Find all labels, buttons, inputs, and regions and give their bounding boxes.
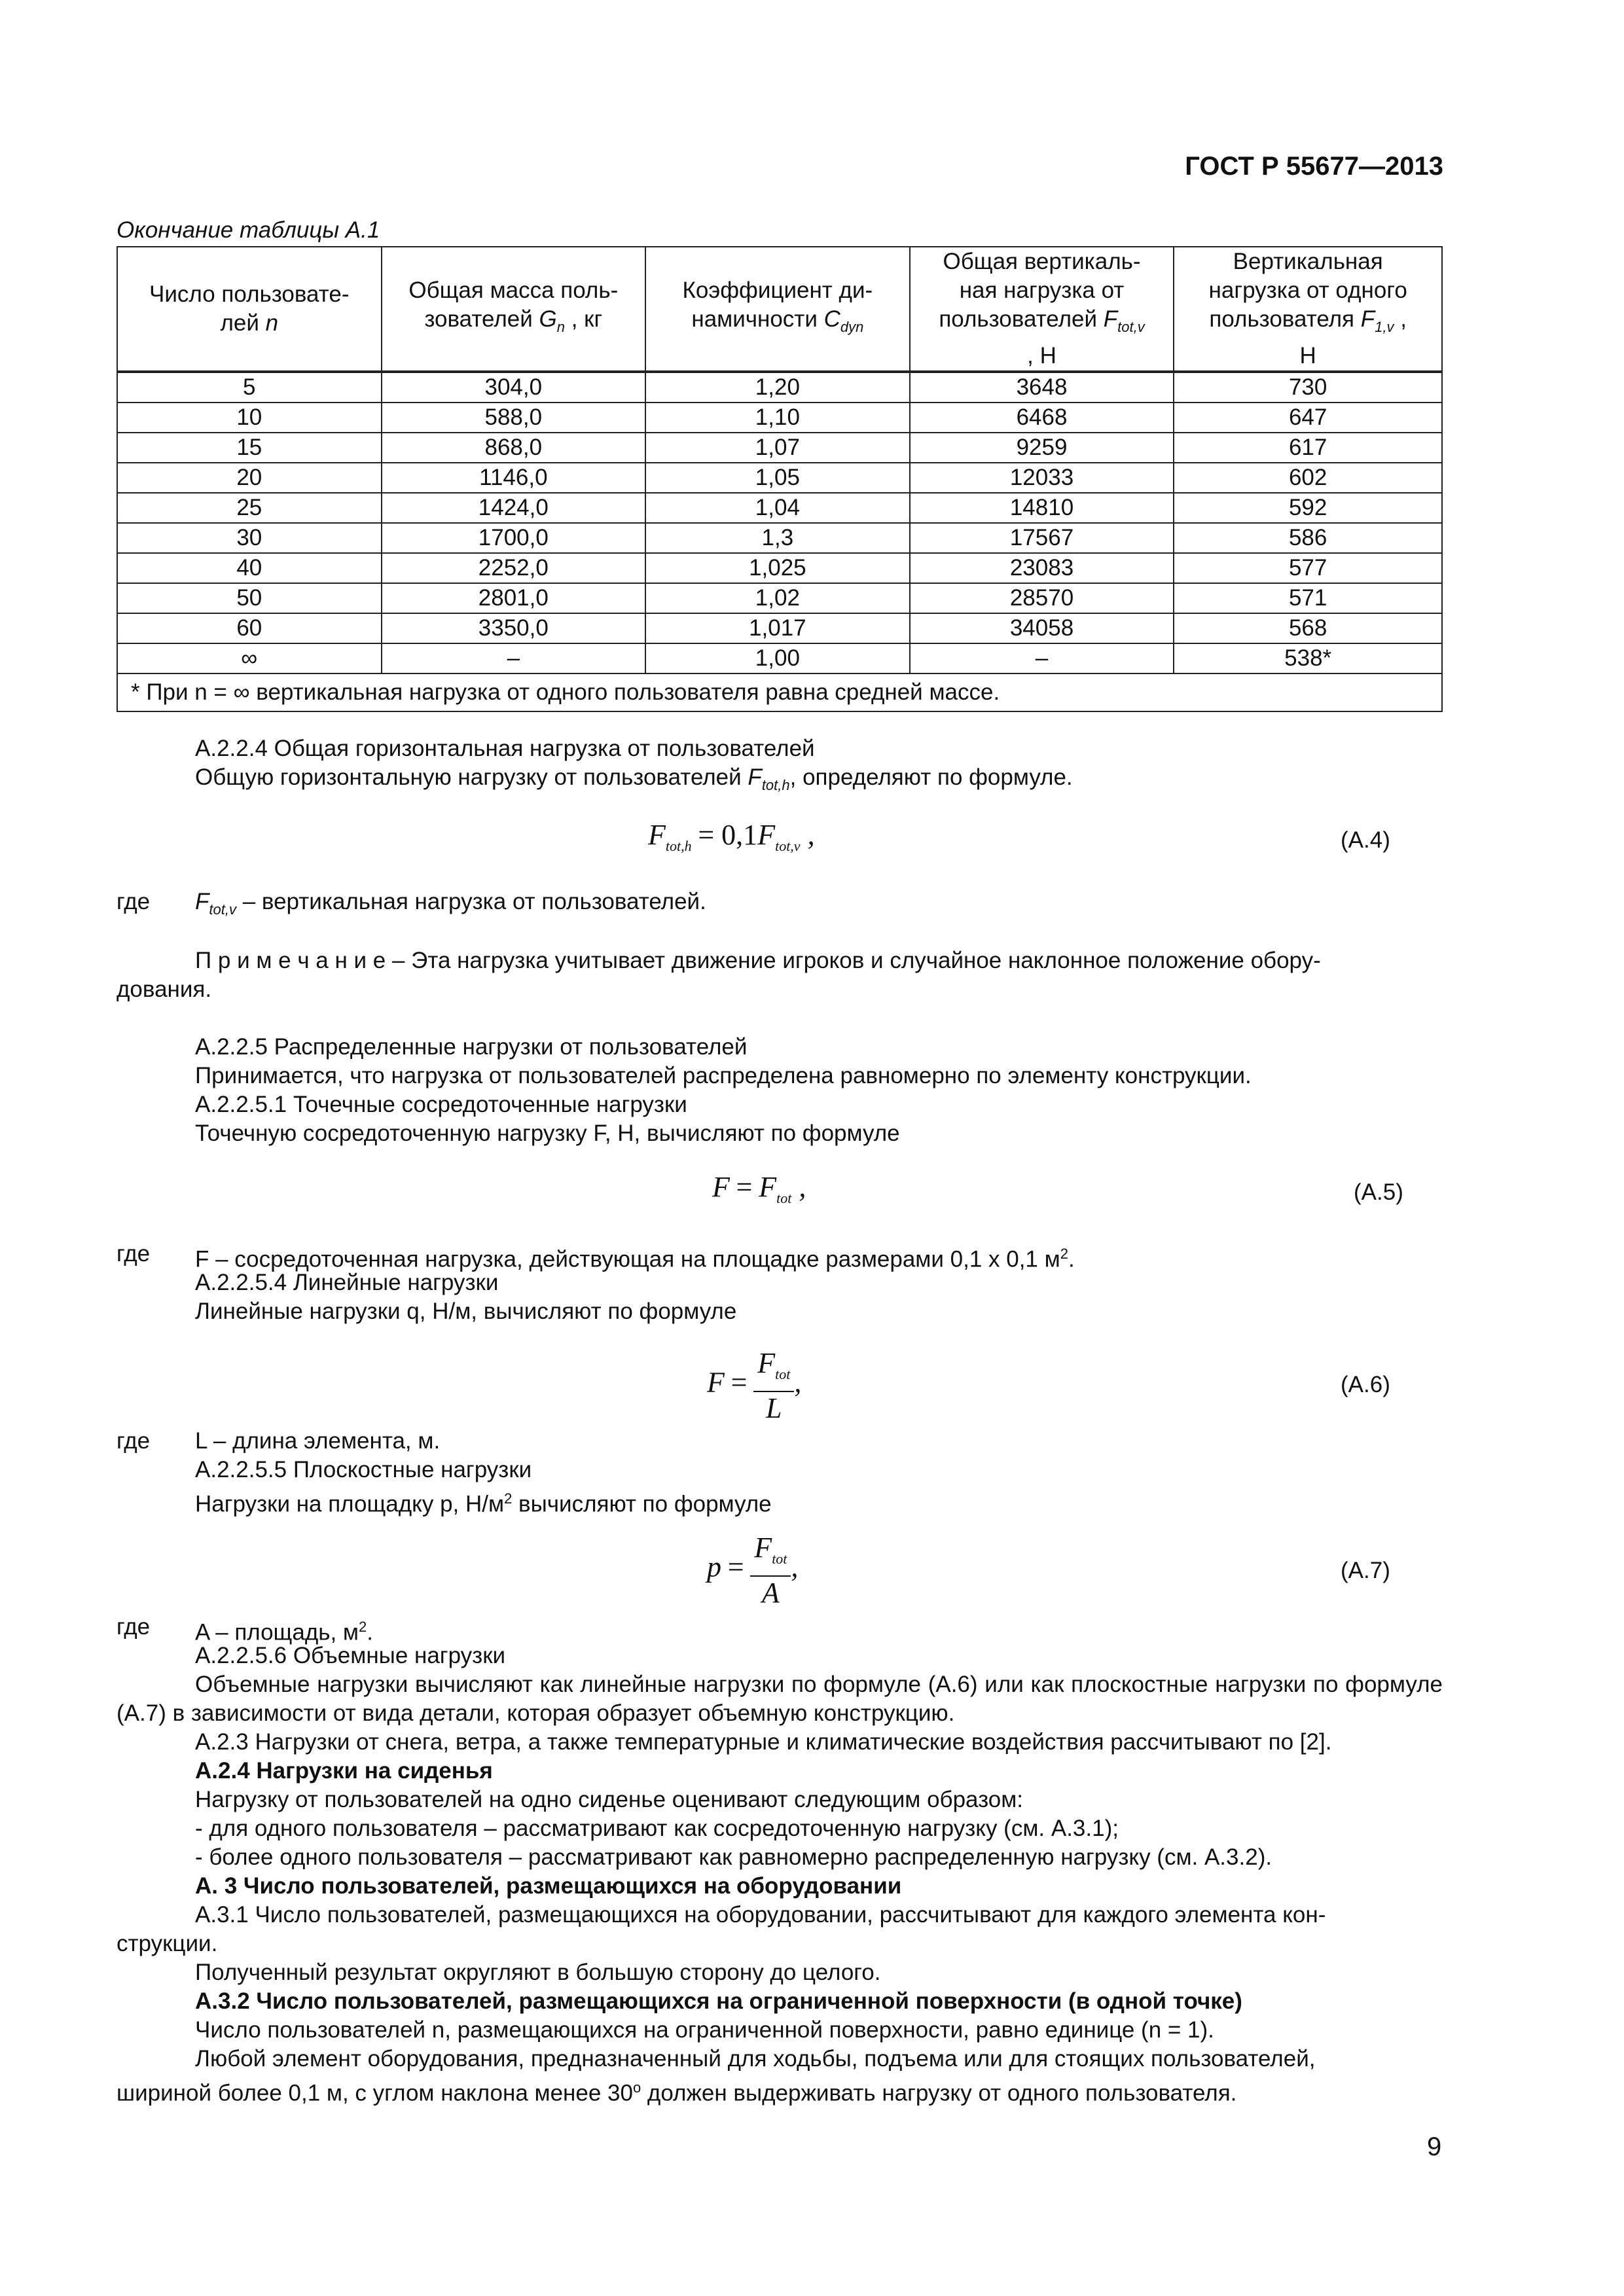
- table-row: [117, 372, 1442, 403]
- section-a2254-text: Линейные нагрузки q, Н/м, вычисляют по формуле: [195, 1299, 737, 1324]
- table-cell: 1146,0: [382, 463, 645, 493]
- col-header-coefficient: Коэффициент ди- намичности $C_{dyn}$: [645, 247, 910, 372]
- where-label-a7: где: [117, 1614, 151, 1640]
- where-a7-text: A – площадь, $м^2$.: [195, 1619, 373, 1645]
- table-cell: 28570: [910, 583, 1174, 613]
- table-row: [117, 553, 1442, 583]
- table-cell: 10: [117, 403, 382, 433]
- table-cell: 50: [117, 583, 382, 613]
- formula-a7: p = $\frac{F_{tot}}{A}$ ,: [707, 1532, 799, 1609]
- note-line-2: дования.: [117, 977, 212, 1002]
- section-a2256-para: Объемные нагрузки вычисляют как линейные нагрузки по формуле (А.6) или как плоскостные нагрузки по формуле (А.7) в зависимости от вида детали, которая образует объемную конструкцию.: [117, 1672, 1443, 1726]
- col-header-users: Число пользовате- лей n: [117, 247, 382, 372]
- table-cell: 2801,0: [382, 583, 645, 613]
- table-cell: 588,0: [382, 403, 645, 433]
- table-cell: 20: [117, 463, 382, 493]
- table-cell: 1,017: [645, 613, 910, 643]
- col-header-total-vertical: Общая вертикаль- ная нагрузка от пользователей $F_{tot,v}$ , Н: [910, 247, 1174, 372]
- table-cell: 9259: [910, 433, 1174, 463]
- where-label-a4: где: [117, 889, 151, 914]
- table-cell: 15: [117, 433, 382, 463]
- table-cell: 6468: [910, 403, 1174, 433]
- table-cell: 571: [1174, 583, 1442, 613]
- section-a225-text: Принимается, что нагрузка от пользователей распределена равномерно по элементу конструкции.: [195, 1063, 1252, 1088]
- section-a2254-title: А.2.2.5.4 Линейные нагрузки: [195, 1270, 499, 1295]
- table-row: [117, 583, 1442, 613]
- table-footnote: * При n = ∞ вертикальная нагрузка от одного пользователя равна средней массе.: [117, 673, 1442, 711]
- table-cell: 3648: [910, 372, 1174, 403]
- page-number: 9: [1427, 2132, 1442, 2161]
- table-cell: 60: [117, 613, 382, 643]
- table-cell: –: [910, 643, 1174, 673]
- table-row: [117, 493, 1442, 523]
- table-cell: 14810: [910, 493, 1174, 523]
- section-a32-title: А.3.2 Число пользователей, размещающихся на ограниченной поверхности (в одной точке): [195, 1988, 1242, 2014]
- table-cell: 1700,0: [382, 523, 645, 553]
- table-cell: 868,0: [382, 433, 645, 463]
- table-cell: 602: [1174, 463, 1442, 493]
- table-cell: 568: [1174, 613, 1442, 643]
- table-cell: 1,10: [645, 403, 910, 433]
- table-cell: 23083: [910, 553, 1174, 583]
- section-a224-text: Общую горизонтальную нагрузку от пользователей $F_{tot,h}$, определяют по формуле.: [195, 764, 1073, 793]
- section-a3-title: А. 3 Число пользователей, размещающихся на оборудовании: [195, 1873, 902, 1899]
- table-caption: Окончание таблицы А.1: [117, 217, 380, 243]
- table-cell: 1,02: [645, 583, 910, 613]
- note-line-1: П р и м е ч а н и е – Эта нагрузка учитывает движение игроков и случайное наклонное положение обору-: [195, 948, 1321, 973]
- table-cell: 586: [1174, 523, 1442, 553]
- table-cell: 1,04: [645, 493, 910, 523]
- section-a223: А.2.3 Нагрузки от снега, ветра, а также температурные и климатические воздействия рассчитывают по [2].: [195, 1729, 1332, 1755]
- table-cell: 34058: [910, 613, 1174, 643]
- formula-a5: $F = F_{tot}$ ,: [712, 1171, 806, 1206]
- where-a4-text: $F_{tot,v}$ – вертикальная нагрузка от пользователей.: [195, 889, 706, 918]
- table-cell: 1,07: [645, 433, 910, 463]
- formula-a6: F = $\frac{F_{tot}}{L}$ ,: [707, 1347, 802, 1424]
- table-cell: 647: [1174, 403, 1442, 433]
- where-label-a6: где: [117, 1428, 151, 1454]
- section-a2251-title: А.2.2.5.1 Точечные сосредоточенные нагрузки: [195, 1092, 687, 1117]
- table-cell: 304,0: [382, 372, 645, 403]
- section-a31-line-1: А.3.1 Число пользователей, размещающихся на оборудовании, рассчитывают для каждого элемента кон-: [195, 1902, 1326, 1928]
- formula-a4: $F_{tot,h} = 0,1F_{tot,v}$ ,: [648, 819, 815, 854]
- section-a32-line-3: шириной более 0,1 м, с углом наклона менее 30$^o$ должен выдерживать нагрузку от одного пользователя.: [117, 2079, 1237, 2106]
- section-a24-item-1: - для одного пользователя – рассматривают как сосредоточенную нагрузку (см. А.3.1);: [195, 1816, 1119, 1841]
- table-row: [117, 613, 1442, 643]
- table-row: [117, 433, 1442, 463]
- section-a225-title: А.2.2.5 Распределенные нагрузки от пользователей: [195, 1034, 748, 1060]
- table-cell: 577: [1174, 553, 1442, 583]
- table-cell: 30: [117, 523, 382, 553]
- section-a24-title: А.2.4 Нагрузки на сиденья: [195, 1758, 493, 1784]
- where-a5-text: F – сосредоточенная нагрузка, действующая на площадке размерами 0,1 х 0,1 $м^2$.: [195, 1246, 1075, 1272]
- section-a2256-title: А.2.2.5.6 Объемные нагрузки: [195, 1643, 506, 1668]
- table-cell: 1424,0: [382, 493, 645, 523]
- section-a31-line-3: Полученный результат округляют в большую сторону до целого.: [195, 1960, 881, 1985]
- table-header-row: [117, 247, 1442, 372]
- table-cell: 12033: [910, 463, 1174, 493]
- table-cell: –: [382, 643, 645, 673]
- section-a24-text: Нагрузку от пользователей на одно сиденье оценивают следующим образом:: [195, 1787, 1024, 1812]
- table-cell: ∞: [117, 643, 382, 673]
- table-row: [117, 463, 1442, 493]
- table-cell: 1,05: [645, 463, 910, 493]
- table-cell: 1,20: [645, 372, 910, 403]
- table-cell: 1,025: [645, 553, 910, 583]
- table-cell: 5: [117, 372, 382, 403]
- col-header-mass: Общая масса поль- зователей $G_n$ , кг: [382, 247, 645, 372]
- table-cell: 1,3: [645, 523, 910, 553]
- table-row: [117, 403, 1442, 433]
- table-cell: 617: [1174, 433, 1442, 463]
- table-cell: 40: [117, 553, 382, 583]
- equation-number-a5: (А.5): [1354, 1179, 1403, 1205]
- equation-number-a7: (А.7): [1341, 1558, 1390, 1583]
- table-cell: 1,00: [645, 643, 910, 673]
- table-cell: 2252,0: [382, 553, 645, 583]
- section-a224-title: А.2.2.4 Общая горизонтальная нагрузка от пользователей: [195, 736, 815, 761]
- table-cell: 592: [1174, 493, 1442, 523]
- section-a32-line-2: Любой элемент оборудования, предназначенный для ходьбы, подъема или для стоящих пользователей,: [195, 2046, 1316, 2072]
- section-a31-line-2: струкции.: [117, 1931, 218, 1956]
- section-a24-item-2: - более одного пользователя – рассматривают как равномерно распределенную нагрузку (см. А.3.2).: [195, 1844, 1272, 1870]
- table-row: [117, 523, 1442, 553]
- load-table: [117, 246, 1443, 712]
- equation-number-a4: (А.4): [1341, 827, 1390, 853]
- where-label-a5: где: [117, 1241, 151, 1266]
- section-a2255-title: А.2.2.5.5 Плоскостные нагрузки: [195, 1457, 532, 1482]
- table-cell: 17567: [910, 523, 1174, 553]
- table-footnote-row: [117, 673, 1442, 711]
- col-header-single-vertical: Вертикальная нагрузка от одного пользователя $F_{1,v}$ , Н: [1174, 247, 1442, 372]
- table-cell: 538*: [1174, 643, 1442, 673]
- where-a6-text: L – длина элемента, м.: [195, 1428, 441, 1454]
- section-a2255-text: Нагрузки на площадку p, $Н/м^2$ вычисляют по формуле: [195, 1490, 772, 1517]
- section-a2251-text: Точечную сосредоточенную нагрузку F, Н, вычисляют по формуле: [195, 1121, 900, 1146]
- document-header: ГОСТ Р 55677—2013: [1185, 152, 1443, 181]
- equation-number-a6: (А.6): [1341, 1372, 1390, 1397]
- table-cell: 730: [1174, 372, 1442, 403]
- section-a32-text: Число пользователей n, размещающихся на ограниченной поверхности, равно единице (n = 1).: [195, 2017, 1214, 2043]
- table-cell: 3350,0: [382, 613, 645, 643]
- table-row: [117, 643, 1442, 673]
- table-cell: 25: [117, 493, 382, 523]
